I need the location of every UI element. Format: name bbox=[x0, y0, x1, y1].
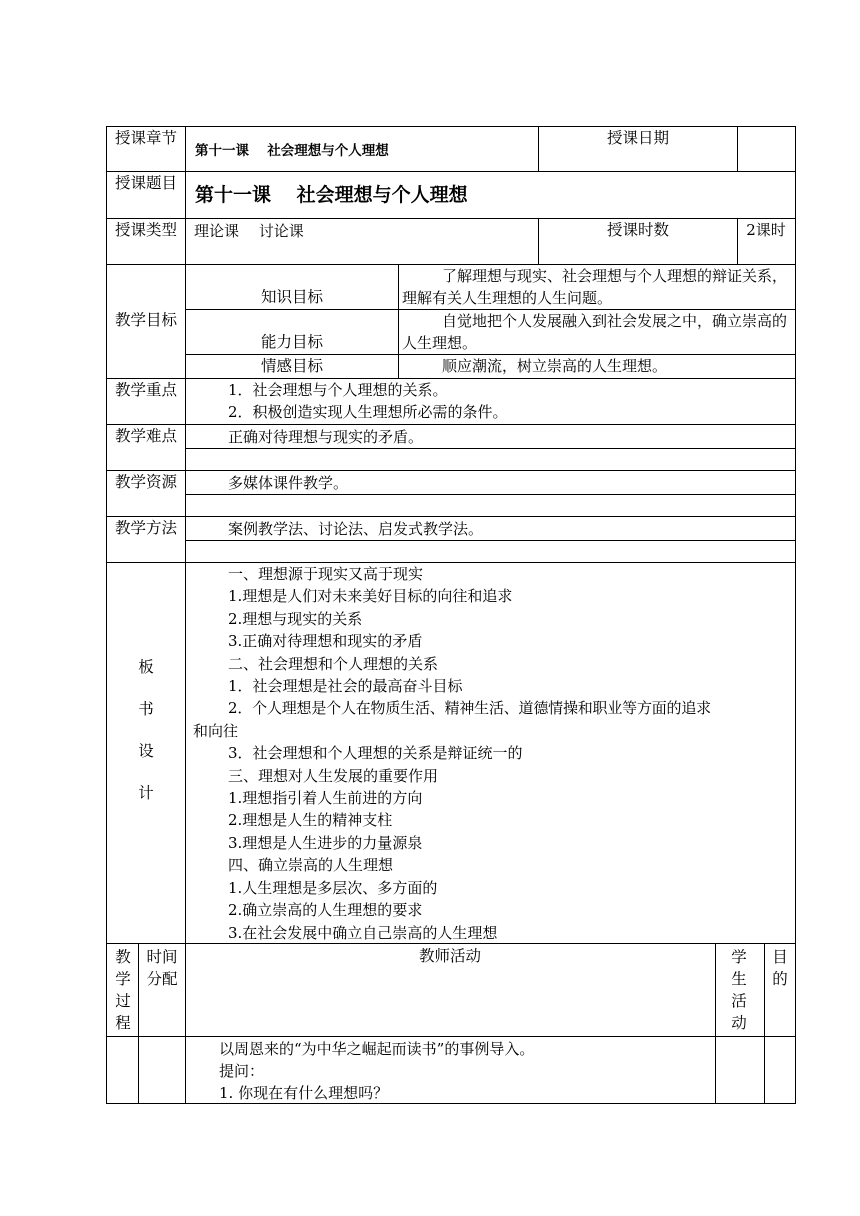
key-point-item: 1．社会理想与个人理想的关系。 bbox=[228, 381, 448, 399]
board-line: 2．个人理想是个人在物质生活、精神生活、道德情操和职业等方面的追求 bbox=[228, 699, 711, 718]
key-points-label: 教学重点 bbox=[114, 381, 177, 399]
ability-label: 能力目标 bbox=[260, 333, 323, 351]
board-line: 1．社会理想是社会的最高奋斗目标 bbox=[228, 677, 463, 696]
board-line: 和向往 bbox=[193, 721, 239, 740]
knowledge-label: 知识目标 bbox=[260, 288, 323, 306]
process-line: 以周恩来的“为中华之崛起而读书”的事例导入。 bbox=[219, 1040, 535, 1058]
key-points-list bbox=[228, 379, 788, 423]
type-value: 理论课 讨论课 bbox=[194, 222, 304, 240]
time-label: 时间分配 bbox=[146, 948, 178, 988]
board-char: 计 bbox=[138, 784, 154, 802]
hours-value: 2课时 bbox=[746, 221, 786, 239]
chapter-value: 第十一课 社会理想与个人理想 bbox=[195, 143, 389, 159]
chapter-label: 授课章节 bbox=[114, 129, 177, 147]
process-content bbox=[219, 1038, 711, 1104]
board-design-label bbox=[112, 656, 180, 804]
emotion-value: 顺应潮流，树立崇高的人生理想。 bbox=[442, 357, 668, 375]
board-line: 3．社会理想和个人理想的关系是辩证统一的 bbox=[228, 744, 523, 763]
board-line: 3.理想是人生进步的力量源泉 bbox=[228, 833, 423, 852]
knowledge-value: 了解理想与现实、社会理想与个人理想的辩证关系，理解有关人生理想的人生问题。 bbox=[402, 267, 788, 307]
board-line: 1.理想指引着人生前进的方向 bbox=[228, 789, 423, 808]
resources-value: 多媒体课件教学。 bbox=[228, 474, 349, 492]
emotion-label: 情感目标 bbox=[260, 357, 323, 375]
process-label: 教学过程 bbox=[115, 948, 131, 1032]
key-point-item: 2．积极创造实现人生理想所必需的条件。 bbox=[228, 403, 508, 421]
board-char: 书 bbox=[138, 700, 154, 718]
board-line: 1.理想是人们对未来美好目标的向往和追求 bbox=[228, 587, 513, 606]
type-label: 授课类型 bbox=[114, 221, 177, 239]
difficulty-label: 教学难点 bbox=[114, 427, 177, 445]
date-label: 授课日期 bbox=[606, 129, 669, 147]
purpose-label: 目的 bbox=[772, 948, 788, 988]
board-line: 3.在社会发展中确立自己崇高的人生理想 bbox=[228, 923, 498, 942]
board-line: 一、理想源于现实又高于现实 bbox=[228, 565, 424, 583]
board-line: 2.确立崇高的人生理想的要求 bbox=[228, 901, 423, 920]
board-char: 板 bbox=[138, 658, 154, 676]
methods-label: 教学方法 bbox=[114, 519, 177, 537]
objectives-label: 教学目标 bbox=[114, 311, 177, 329]
board-line: 3.正确对待理想和现实的矛盾 bbox=[228, 632, 423, 651]
board-line: 2.理想是人生的精神支柱 bbox=[228, 811, 393, 830]
teacher-activity-label: 教师活动 bbox=[418, 947, 481, 965]
board-content bbox=[193, 563, 793, 944]
topic-label: 授课题目 bbox=[114, 174, 177, 192]
process-line: 提问： bbox=[219, 1062, 265, 1080]
topic-value: 第十一课 社会理想与个人理想 bbox=[195, 184, 468, 206]
difficulty-value: 正确对待理想与现实的矛盾。 bbox=[228, 428, 424, 446]
ability-value: 自觉地把个人发展融入到社会发展之中，确立崇高的人生理想。 bbox=[402, 312, 788, 352]
methods-value: 案例教学法、讨论法、启发式教学法。 bbox=[228, 520, 484, 538]
board-line: 1.人生理想是多层次、多方面的 bbox=[228, 878, 438, 897]
student-activity-label: 学生活动 bbox=[731, 948, 747, 1032]
resources-label: 教学资源 bbox=[114, 473, 177, 491]
board-char: 设 bbox=[138, 742, 154, 760]
board-line: 四、确立崇高的人生理想 bbox=[228, 856, 394, 875]
board-line: 二、社会理想和个人理想的关系 bbox=[228, 654, 439, 673]
hours-label: 授课时数 bbox=[606, 221, 669, 239]
board-line: 三、理想对人生发展的重要作用 bbox=[228, 766, 439, 785]
board-line: 2.理想与现实的关系 bbox=[228, 609, 363, 628]
process-line: 1. 你现在有什么理想吗？ bbox=[219, 1084, 389, 1102]
